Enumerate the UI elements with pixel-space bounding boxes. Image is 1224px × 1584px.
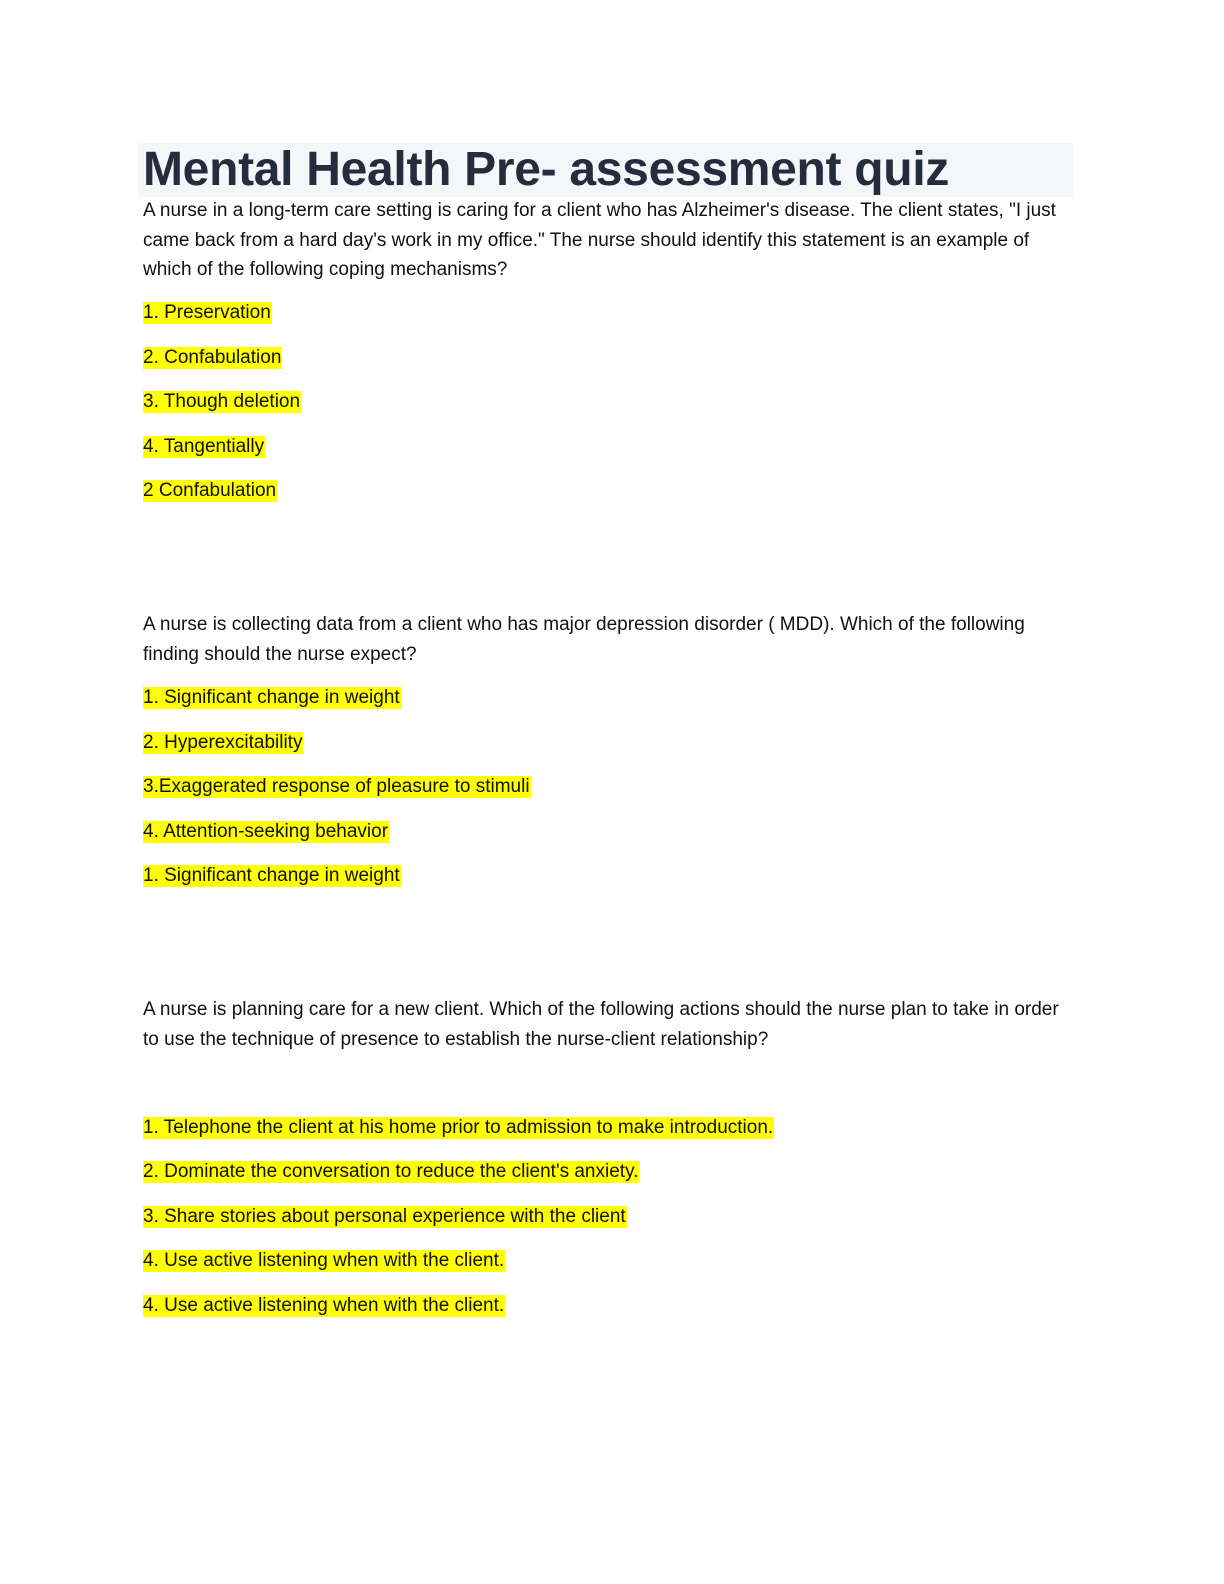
question-2-option-3: 3.Exaggerated response of pleasure to stimuli bbox=[143, 776, 530, 797]
question-1-option-1: 1. Preservation bbox=[143, 302, 271, 323]
question-2-option-2: 2. Hyperexcitability bbox=[143, 732, 303, 753]
question-1-answer: 2 Confabulation bbox=[143, 480, 277, 501]
question-1-option-3: 3. Though deletion bbox=[143, 391, 301, 412]
question-3-option-4: 4. Use active listening when with the client. bbox=[143, 1250, 505, 1271]
question-3-prompt: A nurse is planning care for a new client. Which of the following actions should the nurse plan to take in order to use the technique of presence to establish the nurse-client relationship? bbox=[143, 999, 1059, 1050]
question-2-option-1: 1. Significant change in weight bbox=[143, 687, 400, 708]
question-2-prompt: A nurse is collecting data from a client who has major depression disorder ( MDD). Which of the following finding should the nurse expect? bbox=[143, 614, 1025, 665]
question-2-answer: 1. Significant change in weight bbox=[143, 865, 400, 886]
question-3-option-2: 2. Dominate the conversation to reduce the client's anxiety. bbox=[143, 1161, 639, 1182]
question-1-option-2: 2. Confabulation bbox=[143, 347, 282, 368]
page-title: Mental Health Pre- assessment quiz bbox=[143, 143, 950, 196]
question-1-option-4: 4. Tangentially bbox=[143, 436, 265, 457]
question-3-option-1: 1. Telephone the client at his home prior to admission to make introduction. bbox=[143, 1117, 774, 1138]
question-1-prompt: A nurse in a long-term care setting is caring for a client who has Alzheimer's disease. The client states, "I just came back from a hard day's work in my office." The nurse should identify this statement is an example of which of the following coping mechanisms? bbox=[143, 200, 1056, 280]
question-2-option-4: 4. Attention-seeking behavior bbox=[143, 821, 389, 842]
question-3-answer: 4. Use active listening when with the client. bbox=[143, 1295, 505, 1316]
question-3-option-3: 3. Share stories about personal experience with the client bbox=[143, 1206, 626, 1227]
